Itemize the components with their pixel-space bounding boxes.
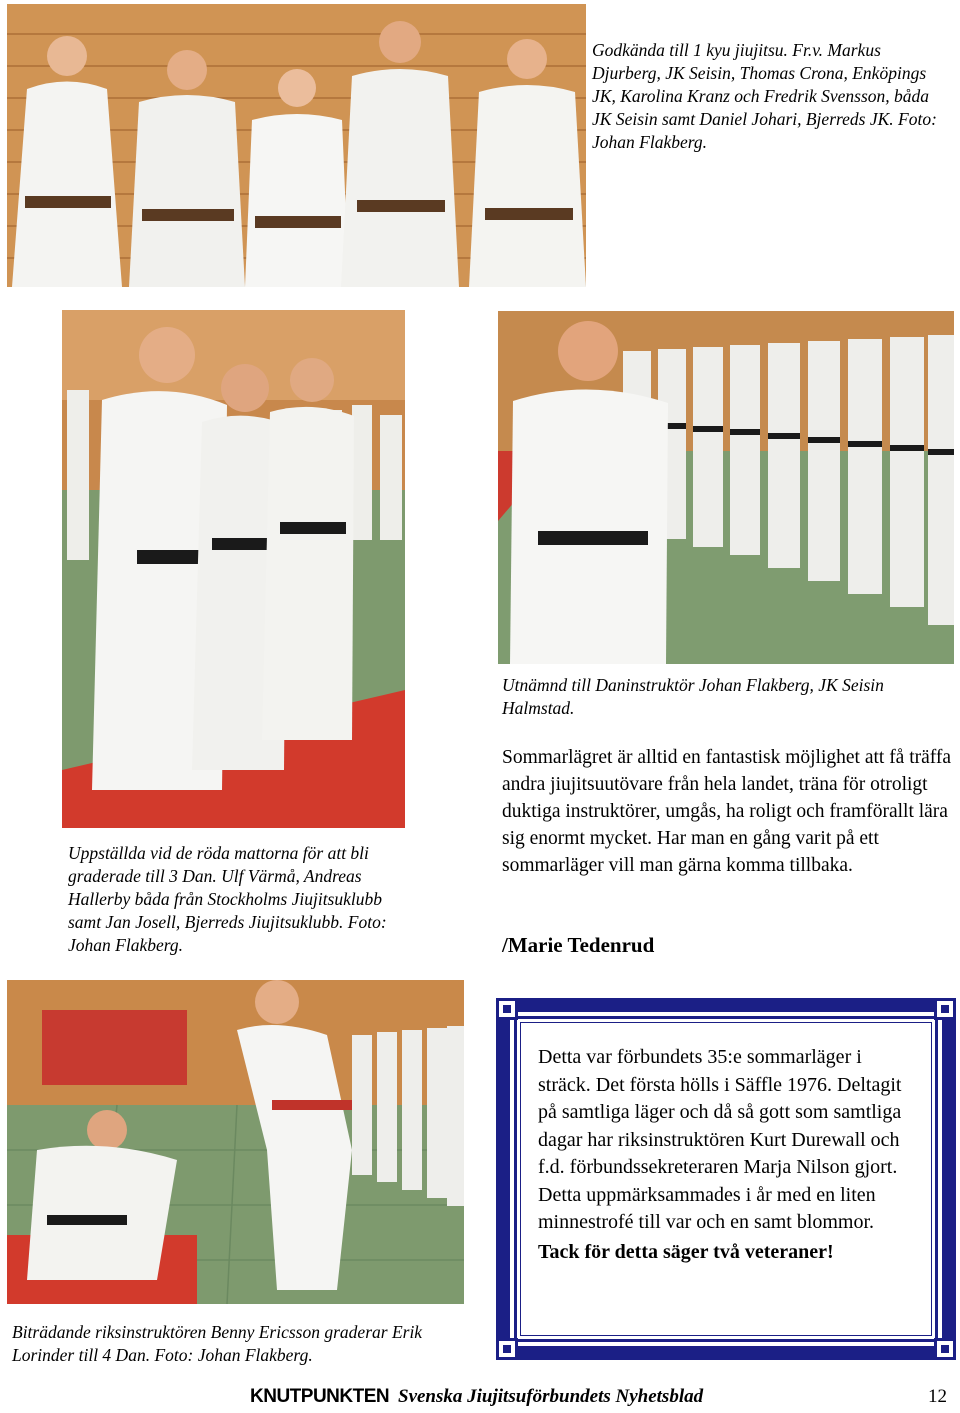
article-paragraph (502, 744, 952, 879)
caption-dan-grading (68, 842, 398, 957)
page-number: 12 (928, 1386, 947, 1407)
photo-daninstruktor (498, 311, 954, 664)
frame-corner-bottom-left (496, 1338, 518, 1360)
caption-daninstruktor (502, 674, 952, 720)
page-footer (0, 1386, 960, 1412)
photo-brown-belt-group-image (7, 4, 586, 287)
photo-daninstruktor-image (498, 311, 954, 664)
frame-corner-bottom-right (934, 1338, 956, 1360)
caption-brown-belts (592, 39, 947, 154)
photo-fourth-dan-grading (7, 980, 464, 1304)
caption-fourth-dan (12, 1321, 482, 1367)
article-signature: /Marie Tedenrud (502, 933, 655, 957)
veterans-info-body: Detta var förbundets 35:e sommarläger i sträck. Det första hölls i Säffle 1976. Deltagit på samtliga läger och då så gott som samtliga dagar har riksinstruktören Kurt Durewall och f.d. förbundssekreteraren Marja Nilson gjort. Detta uppmärksammades i år med en liten minnestrofé till var och en samt blommor. (538, 1046, 902, 1233)
photo-dan-grading-line-image (62, 310, 405, 828)
footer-subtitle: Svenska Jiujitsuförbundets Nyhetsblad (398, 1386, 704, 1407)
photo-brown-belt-group (7, 4, 586, 287)
footer-brand: KNUTPUNKTEN (250, 1386, 390, 1407)
caption-fourth-dan-text: Biträdande riksinstruktören Benny Ericsson graderar Erik Lorinder till 4 Dan. Foto: Johan Flakberg. (12, 1322, 423, 1365)
article-paragraph-text: Sommarlägret är alltid en fantastisk möjlighet att få träffa andra jiujitsuutövare från hela landet, träna för otroligt duktiga instruktörer, umgås, ha roligt och framförallt lära sig enormt mycket. Har man en gång varit på ett sommarläger vill man gärna komma tillbaka. (502, 747, 952, 876)
frame-corner-top-right (934, 998, 956, 1020)
photo-fourth-dan-grading-image (7, 980, 464, 1304)
caption-dan-grading-text: Uppställda vid de röda mattorna för att bli graderade till 3 Dan. Ulf Värmå, Andreas Hallerby båda från Stockholms Jiujitsuklubb samt Jan Josell, Bjerreds Jiujitsuklubb. Foto: Johan Flakberg. (68, 843, 387, 955)
caption-daninstruktor-text: Utnämnd till Daninstruktör Johan Flakberg, JK Seisin Halmstad. (502, 675, 884, 718)
photo-dan-grading-line (62, 310, 405, 828)
veterans-info-text (538, 1044, 918, 1266)
frame-corner-top-left (496, 998, 518, 1020)
caption-brown-belts-text: Godkända till 1 kyu jiujitsu. Fr.v. Markus Djurberg, JK Seisin, Thomas Crona, Enköpings JK, Karolina Kranz och Fredrik Svensson, båda JK Seisin samt Daniel Johari, Bjerreds JK. Foto: Johan Flakberg. (592, 40, 937, 152)
veterans-info-closing: Tack för detta säger två veteraner! (538, 1240, 834, 1263)
